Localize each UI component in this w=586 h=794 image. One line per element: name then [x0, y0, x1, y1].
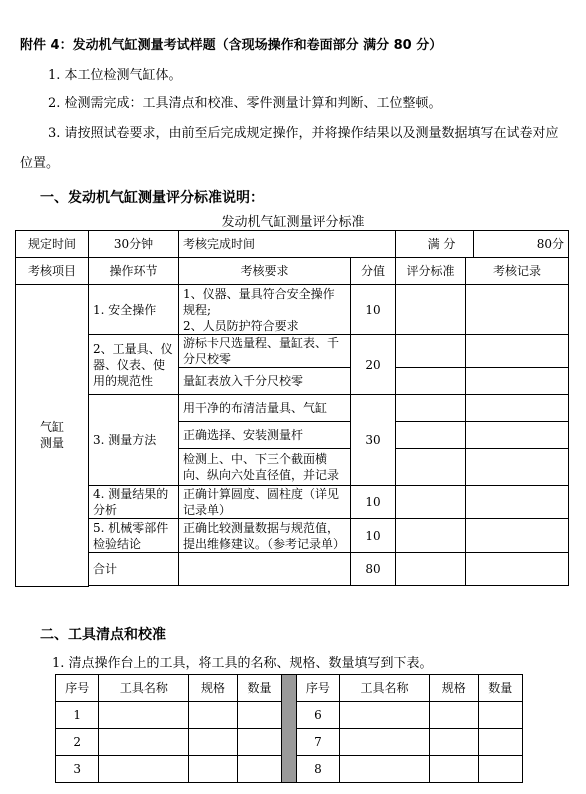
score-conclusion: 10: [351, 519, 396, 553]
record-cell[interactable]: [466, 519, 569, 553]
spec-field[interactable]: [429, 702, 478, 729]
req-safety: 1、仪器、量具符合安全操作规程; 2、人员防护符合要求: [179, 285, 351, 335]
criteria-cell[interactable]: [396, 335, 466, 368]
score-tools: 20: [351, 335, 396, 395]
criteria-cell[interactable]: [396, 395, 466, 422]
criteria-cell[interactable]: [396, 449, 466, 486]
tool-name-field[interactable]: [340, 756, 430, 783]
req-method-2: 正确选择、安装测量杆: [179, 422, 351, 449]
step-method: 3. 测量方法: [89, 395, 179, 486]
header-criteria: 评分标准: [396, 258, 466, 285]
header-tool-name: 工具名称: [340, 675, 430, 702]
header-score: 分值: [351, 258, 396, 285]
header-requirement: 考核要求: [179, 258, 351, 285]
criteria-cell[interactable]: [396, 553, 466, 586]
tool-name-field[interactable]: [99, 702, 189, 729]
spec-field[interactable]: [189, 702, 238, 729]
row-number: 8: [296, 756, 339, 783]
header-qty: 数量: [237, 675, 281, 702]
header-no: 序号: [296, 675, 339, 702]
record-cell[interactable]: [466, 335, 569, 368]
step-conclusion: 5. 机械零部件检验结论: [89, 519, 179, 553]
header-spec: 规格: [429, 675, 478, 702]
header-no: 序号: [56, 675, 99, 702]
criteria-cell[interactable]: [396, 422, 466, 449]
time-label: 规定时间: [16, 231, 89, 258]
criteria-cell[interactable]: [396, 486, 466, 519]
record-cell[interactable]: [466, 395, 569, 422]
record-cell[interactable]: [466, 368, 569, 395]
record-cell[interactable]: [466, 449, 569, 486]
time-value: 30分钟: [89, 231, 179, 258]
req-method-3: 检测上、中、下三个截面横向、纵向六处直径值，并记录: [179, 449, 351, 486]
qty-field[interactable]: [237, 702, 281, 729]
record-cell[interactable]: [466, 422, 569, 449]
row-number: 2: [56, 729, 99, 756]
full-score-value: 80分: [536, 237, 565, 251]
req-tools-2: 量缸表放入千分尺校零: [179, 368, 351, 395]
header-step: 操作环节: [89, 258, 179, 285]
qty-field[interactable]: [478, 702, 523, 729]
tool-name-field[interactable]: [99, 756, 189, 783]
req-conclusion: 正确比较测量数据与规范值，提出维修建议。（参考记录单）: [179, 519, 351, 553]
row-number: 6: [296, 702, 339, 729]
section2-instruction: 1. 清点操作台上的工具，将工具的名称、规格、数量填写到下表。: [52, 656, 433, 671]
intro-item-1: 1. 本工位检测气缸体。: [48, 68, 182, 83]
tool-name-field[interactable]: [99, 729, 189, 756]
project-cell: 气缸 测量: [16, 285, 89, 587]
tool-name-field[interactable]: [340, 702, 430, 729]
intro-item-2: 2. 检测需完成：工具清点和校准、零件测量计算和判断、工位整顿。: [48, 96, 442, 111]
record-cell[interactable]: [466, 486, 569, 519]
total-label: 合计: [89, 553, 179, 586]
document-heading: 附件 4：发动机气缸测量考试样题（含现场操作和卷面部分 满分 80 分）: [20, 38, 443, 53]
section1-title: 一、发动机气缸测量评分标准说明：: [40, 190, 264, 206]
header-project: 考核项目: [16, 258, 89, 285]
header-qty: 数量: [478, 675, 523, 702]
step-analysis: 4. 测量结果的分析: [89, 486, 179, 519]
qty-field[interactable]: [237, 729, 281, 756]
score-analysis: 10: [351, 486, 396, 519]
tool-name-field[interactable]: [340, 729, 430, 756]
section2-title: 二、工具清点和校准: [40, 627, 166, 643]
header-tool-name: 工具名称: [99, 675, 189, 702]
score-method: 30: [351, 395, 396, 486]
criteria-cell[interactable]: [396, 285, 466, 335]
row-number: 7: [296, 729, 339, 756]
record-cell[interactable]: [466, 553, 569, 586]
record-cell[interactable]: [466, 285, 569, 335]
header-spec: 规格: [189, 675, 238, 702]
req-method-1: 用干净的布清洁量具、气缸: [179, 395, 351, 422]
qty-field[interactable]: [478, 729, 523, 756]
table-divider: [282, 675, 296, 783]
step-safety: 1. 安全操作: [89, 285, 179, 335]
score-safety: 10: [351, 285, 396, 335]
intro-item-3: 3. 请按照试卷要求，由前至后完成规定操作，并将操作结果以及测量数据填写在试卷对应位置。: [20, 126, 559, 171]
table-caption: 发动机气缸测量评分标准: [221, 215, 365, 230]
spec-field[interactable]: [429, 756, 478, 783]
row-number: 3: [56, 756, 99, 783]
tool-inventory-table: [55, 674, 523, 783]
total-value: 80: [351, 553, 396, 586]
full-score-label: 满 分: [410, 231, 474, 257]
req-tools-1: 游标卡尺选量程、量缸表、千分尺校零: [179, 335, 351, 368]
req-analysis: 正确计算圆度、圆柱度（详见记录单）: [179, 486, 351, 519]
scoring-table: [15, 230, 569, 587]
spec-field[interactable]: [189, 756, 238, 783]
spec-field[interactable]: [429, 729, 478, 756]
qty-field[interactable]: [237, 756, 281, 783]
header-record: 考核记录: [466, 258, 569, 285]
done-label: 考核完成时间: [179, 231, 396, 258]
criteria-cell[interactable]: [396, 519, 466, 553]
step-tools: 2、工量具、仪器、仪表、使用的规范性: [89, 335, 179, 395]
criteria-cell[interactable]: [396, 368, 466, 395]
total-req-cell: [179, 553, 351, 586]
row-number: 1: [56, 702, 99, 729]
spec-field[interactable]: [189, 729, 238, 756]
qty-field[interactable]: [478, 756, 523, 783]
